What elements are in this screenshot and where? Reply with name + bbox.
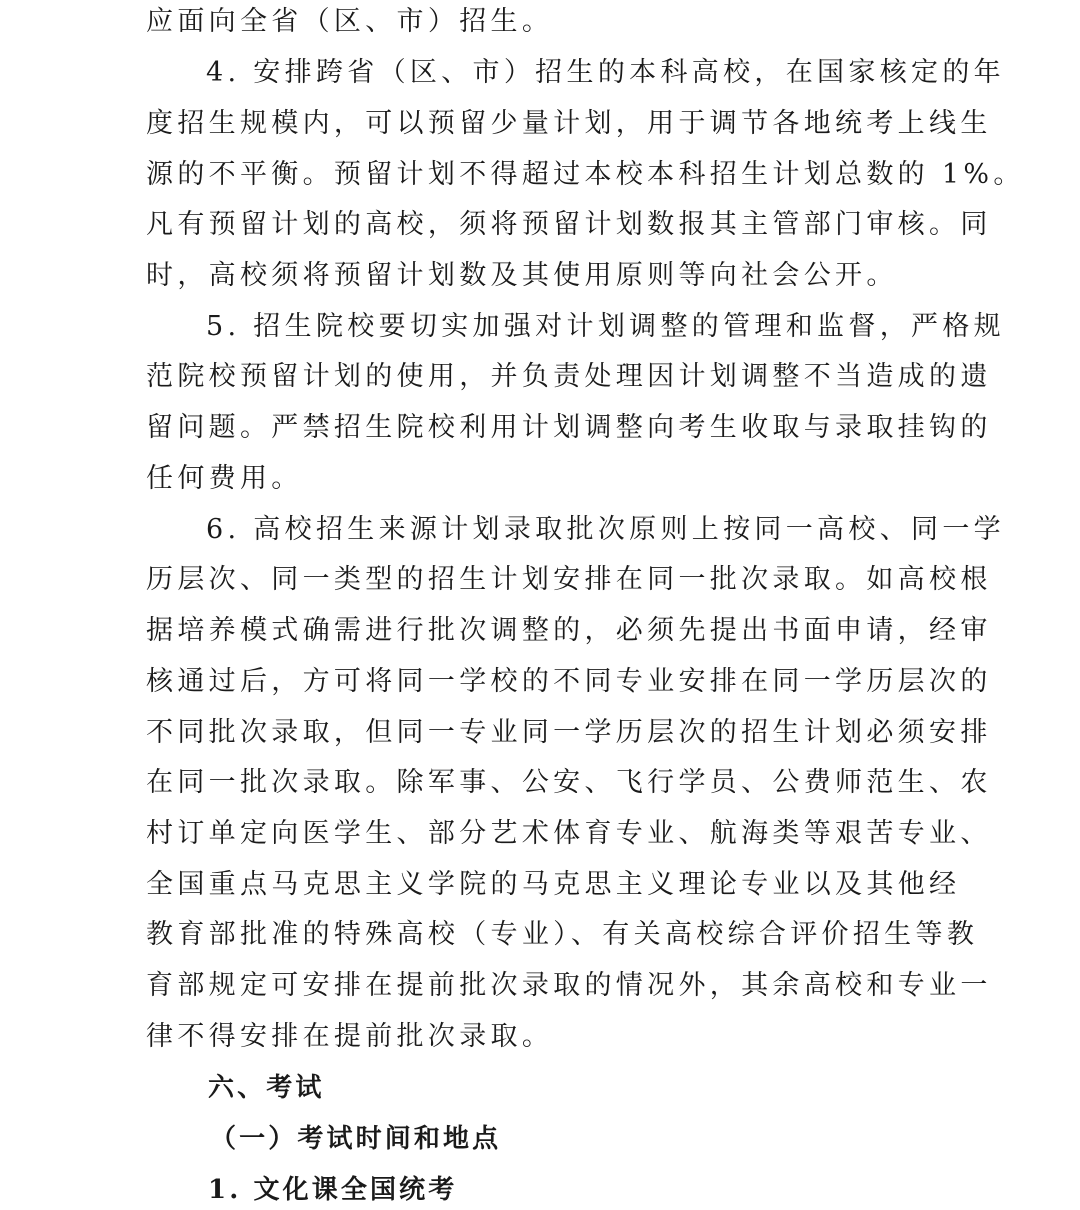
text-line: 6. 高校招生来源计划录取批次原则上按同一高校、同一学 — [206, 514, 1005, 545]
text-line: 范院校预留计划的使用，并负责处理因计划调整不当造成的遗 — [146, 361, 992, 392]
text-line: 律不得安排在提前批次录取。 — [146, 1021, 554, 1052]
text-line: 时，高校须将预留计划数及其使用原则等向社会公开。 — [146, 260, 898, 291]
text-line: 教育部批准的特殊高校（专业）、有关高校综合评价招生等教 — [146, 919, 979, 950]
section-heading: 六、考试 — [208, 1073, 325, 1103]
text-line: 4. 安排跨省（区、市）招生的本科高校，在国家核定的年 — [206, 57, 1005, 88]
text-line: 凡有预留计划的高校，须将预留计划数报其主管部门审核。同 — [146, 209, 992, 240]
text-line: 村订单定向医学生、部分艺术体育专业、航海类等艰苦专业、 — [146, 818, 992, 849]
text-line: 育部规定可安排在提前批次录取的情况外，其余高校和专业一 — [146, 970, 992, 1001]
text-line: 度招生规模内，可以预留少量计划，用于调节各地统考上线生 — [146, 108, 992, 139]
text-line: 核通过后，方可将同一学校的不同专业安排在同一学历层次的 — [146, 666, 992, 697]
subsection-heading: （一）考试时间和地点 — [210, 1124, 502, 1154]
text-line: 5. 招生院校要切实加强对计划调整的管理和监督，严格规 — [206, 311, 1005, 342]
text-line: 据培养模式确需进行批次调整的，必须先提出书面申请，经审 — [146, 615, 992, 646]
text-line: 历层次、同一类型的招生计划安排在同一批次录取。如高校根 — [146, 564, 992, 595]
text-line: 应面向全省（区、市）招生。 — [146, 6, 554, 37]
text-line: 留问题。严禁招生院校利用计划调整向考生收取与录取挂钩的 — [146, 412, 992, 443]
text-line: 不同批次录取，但同一专业同一学历层次的招生计划必须安排 — [146, 717, 992, 748]
text-line: 源的不平衡。预留计划不得超过本校本科招生计划总数的 1%。 — [146, 159, 1025, 190]
text-line: 全国重点马克思主义学院的马克思主义理论专业以及其他经 — [146, 869, 961, 900]
item-heading: 1. 文化课全国统考 — [208, 1175, 458, 1205]
text-line: 在同一批次录取。除军事、公安、飞行学员、公费师范生、农 — [146, 767, 992, 798]
text-line: 任何费用。 — [146, 463, 303, 494]
